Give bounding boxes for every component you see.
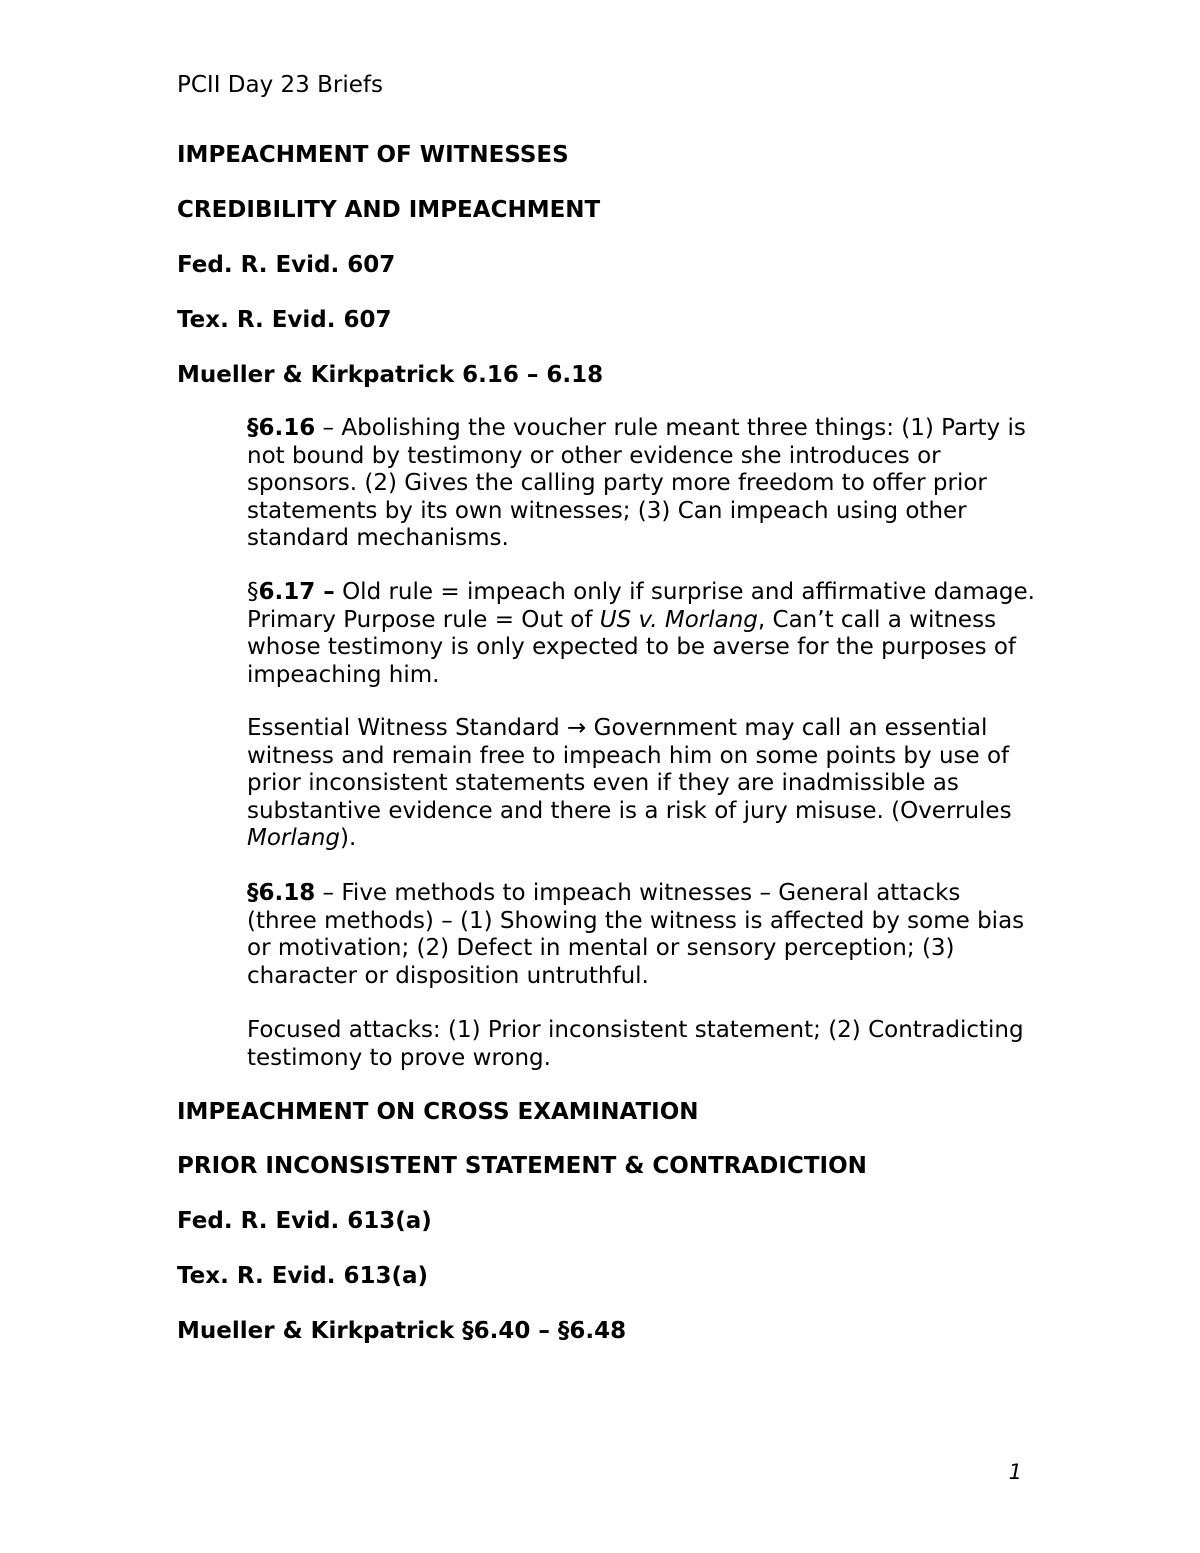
paragraph-essential-witness (247, 715, 1037, 853)
case-name: Morlang (247, 825, 341, 851)
section-label: §6.16 (247, 415, 316, 441)
paragraph-text: ). (340, 825, 357, 851)
paragraph-6-17 (247, 579, 1037, 689)
paragraph-text: – Abolishing the voucher rule meant three things: (1) Party is not bound by testimony or other evidence she introduces or sponsors. (2) Gives the calling party more freedom to offer prior statements by its own witnesses; (3) Can impeach using other standard mechanisms. (247, 415, 1026, 551)
page-number: 1 (1008, 1460, 1022, 1484)
paragraph-text: Focused attacks: (1) Prior inconsistent statement; (2) Contradicting testimony to prove wrong. (247, 1017, 1024, 1071)
heading-impeachment-of-witnesses: IMPEACHMENT OF WITNESSES (177, 142, 569, 168)
heading-mueller-kirkpatrick-6-16: Mueller & Kirkpatrick 6.16 – 6.18 (177, 362, 604, 388)
section-symbol: § (247, 579, 259, 605)
heading-tex-rule-613a: Tex. R. Evid. 613(a) (177, 1263, 429, 1289)
heading-impeachment-on-cross: IMPEACHMENT ON CROSS EXAMINATION (177, 1099, 699, 1125)
paragraph-focused-attacks (247, 1017, 1037, 1072)
paragraph-text: Government may call an essential witness and remain free to impeach him on some points by use of prior inconsistent statements even if they are inadmissible as substantive evidence and there is a risk of jury misuse. (Overrules (247, 715, 1012, 824)
paragraph-text: Old rule = impeach only if surprise and affirmative damage. Primary Purpose rule = Out of (247, 579, 1035, 633)
paragraph-text: Essential Witness Standard (247, 715, 568, 741)
heading-fed-rule-607: Fed. R. Evid. 607 (177, 252, 396, 278)
case-name: US v. Morlang (599, 606, 758, 633)
heading-fed-rule-613a: Fed. R. Evid. 613(a) (177, 1208, 432, 1234)
paragraph-text: – Five methods to impeach witnesses – General attacks (three methods) – (1) Showing the witness is affected by some bias or motivation; (2) Defect in mental or sensory perception; (3) character or disposition untruthful. (247, 880, 1025, 989)
arrow-icon: → (567, 715, 587, 741)
heading-credibility-and-impeachment: CREDIBILITY AND IMPEACHMENT (177, 197, 601, 223)
section-label: 6.17 – (258, 579, 335, 605)
paragraph-6-18 (247, 880, 1037, 990)
paragraph-6-16 (247, 415, 1037, 553)
heading-prior-inconsistent-statement: PRIOR INCONSISTENT STATEMENT & CONTRADICTION (177, 1153, 867, 1179)
heading-mueller-kirkpatrick-6-40: Mueller & Kirkpatrick §6.40 – §6.48 (177, 1318, 627, 1344)
running-header: PCII Day 23 Briefs (177, 72, 383, 98)
section-label: §6.18 (247, 880, 316, 906)
paragraph-text: , Can’t call a witness whose testimony is only expected to be averse for the purposes of impeaching him. (247, 606, 1017, 688)
heading-tex-rule-607: Tex. R. Evid. 607 (177, 307, 392, 333)
